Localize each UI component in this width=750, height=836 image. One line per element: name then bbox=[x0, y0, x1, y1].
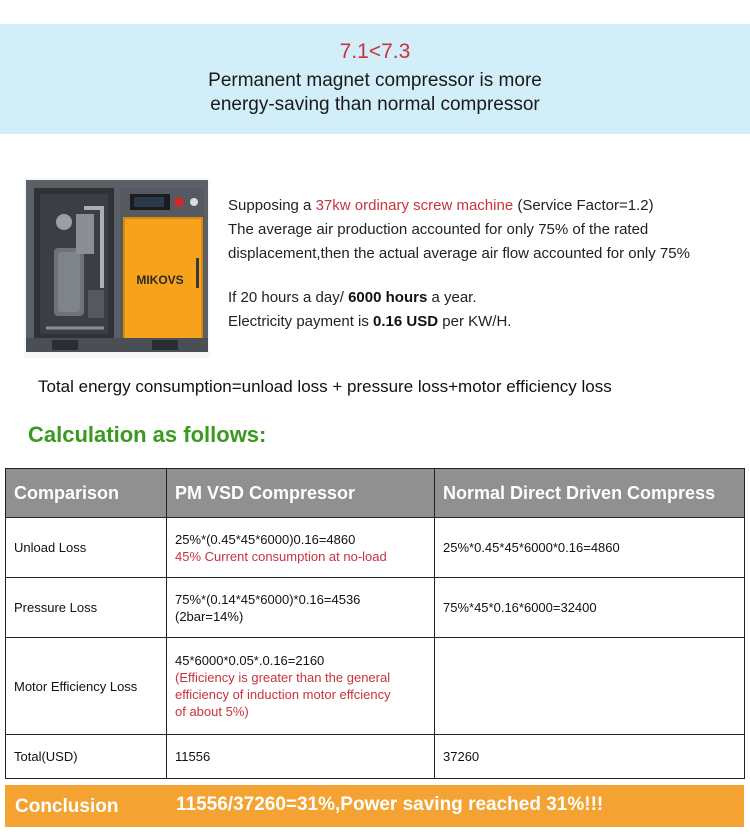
row-label: Pressure Loss bbox=[6, 578, 167, 638]
table-row bbox=[6, 735, 745, 779]
table-row bbox=[6, 518, 745, 578]
normal-value-cell: 25%*0.45*45*6000*0.16=4860 bbox=[435, 518, 745, 578]
spec-line-4-suffix: a year. bbox=[427, 289, 477, 306]
pm-note: 45% Current consumption at no-load bbox=[175, 548, 387, 564]
efficiency-ratio: 7.1<7.3 bbox=[339, 40, 411, 63]
conclusion-bar bbox=[5, 785, 744, 827]
spec-line-4-prefix: If 20 hours a day/ bbox=[228, 289, 349, 306]
spec-line-2: The average air production accounted for only 75% of the rated bbox=[228, 221, 649, 238]
pm-value-cell bbox=[167, 518, 435, 578]
calculation-heading: Calculation as follows: bbox=[28, 422, 267, 447]
spec-line-1 bbox=[228, 197, 654, 214]
spec-machine-highlight: 37kw ordinary screw machine bbox=[315, 197, 514, 214]
pm-formula: 45*6000*0.05*.0.16=2160 bbox=[175, 653, 325, 668]
brand-logo: MIKOVS bbox=[136, 273, 184, 287]
spec-line-1-prefix: Supposing a bbox=[228, 197, 316, 214]
table-header-row bbox=[6, 469, 745, 518]
total-consumption-formula: Total energy consumption=unload loss + pressure loss+motor efficiency loss bbox=[38, 377, 612, 396]
conclusion-text: 11556/37260=31%,Power saving reached 31%!!! bbox=[176, 794, 604, 815]
pm-formula: 25%*(0.45*45*6000)0.16=4860 bbox=[175, 531, 356, 547]
spec-line-1-suffix: (Service Factor=1.2) bbox=[513, 197, 654, 214]
headline-line-1: Permanent magnet compressor is more bbox=[208, 70, 542, 91]
header-pm-vsd: PM VSD Compressor bbox=[167, 469, 435, 518]
spec-line-5-prefix: Electricity payment is bbox=[228, 313, 374, 330]
pm-note: of about 5%) bbox=[175, 704, 249, 719]
header-normal-direct: Normal Direct Driven Compress bbox=[435, 469, 745, 518]
comparison-table bbox=[5, 468, 745, 779]
pm-formula: 75%*(0.14*45*6000)*0.16=4536 bbox=[175, 591, 361, 607]
table-row bbox=[6, 638, 745, 735]
pm-formula-note: (2bar=14%) bbox=[175, 608, 244, 624]
spec-line-3: displacement,then the actual average air flow accounted for only 75% bbox=[228, 245, 690, 262]
spec-hours-highlight: 6000 hours bbox=[348, 289, 428, 306]
normal-value-cell bbox=[435, 638, 745, 735]
row-label: Total(USD) bbox=[6, 735, 167, 779]
spec-line-4 bbox=[228, 289, 477, 306]
headline-line-2: energy-saving than normal compressor bbox=[210, 94, 540, 115]
headline-banner bbox=[0, 24, 750, 134]
spec-line-5 bbox=[228, 313, 511, 330]
pm-value-cell: 11556 bbox=[167, 735, 435, 779]
compressor-photo bbox=[24, 178, 210, 358]
row-label: Motor Efficiency Loss bbox=[6, 638, 167, 735]
spec-line-5-suffix: per KW/H. bbox=[438, 313, 512, 330]
table-row bbox=[6, 578, 745, 638]
pm-note: (Efficiency is greater than the general bbox=[175, 670, 391, 685]
pm-value-cell bbox=[167, 578, 435, 638]
screw-compressor-illustration bbox=[24, 178, 210, 358]
row-label: Unload Loss bbox=[6, 518, 167, 578]
pm-value-cell bbox=[167, 638, 435, 735]
spec-price-highlight: 0.16 USD bbox=[373, 313, 439, 330]
normal-value-cell: 75%*45*0.16*6000=32400 bbox=[435, 578, 745, 638]
conclusion-label: Conclusion bbox=[15, 796, 119, 817]
header-comparison: Comparison bbox=[6, 469, 167, 518]
normal-value-cell: 37260 bbox=[435, 735, 745, 779]
pm-note: efficiency of induction motor effciency bbox=[175, 687, 391, 702]
